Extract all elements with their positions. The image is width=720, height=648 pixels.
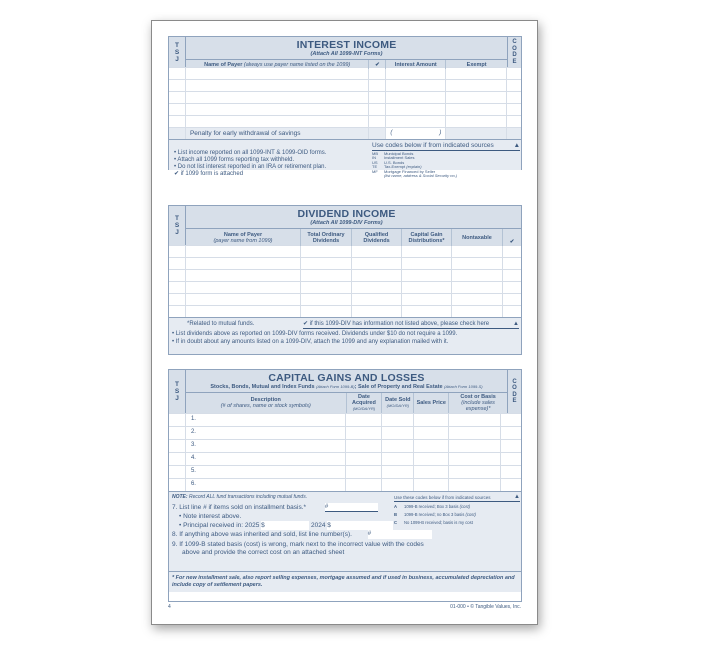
tsj-label [169, 370, 186, 413]
interest-rows [169, 67, 521, 139]
row-number: 3. [186, 440, 347, 452]
code-c: C No 1099-B received; basis is my cost [394, 520, 473, 525]
table-row[interactable] [169, 91, 521, 103]
tsj-s: S [174, 388, 180, 395]
instruction-4: ✔ if 1099 form is attached [174, 171, 244, 177]
capital-header [169, 370, 521, 413]
instruction-1: • List income reported on all 1099-INT & 1099-OID forms. [174, 150, 327, 156]
tsj-t: T [175, 41, 179, 49]
dividend-instructions [169, 317, 521, 354]
sub-right-note: (Attach Form 1099-S) [444, 384, 483, 389]
col-name-note: (payer name from 1099) [213, 237, 273, 244]
code-mf-note: (list name, address & Social Security no.) [384, 173, 458, 179]
dividend-subtitle: (Attach All 1099-DIV Forms) [310, 220, 383, 226]
capital-gains-section [168, 369, 522, 602]
code-a: A 1099-B received; Box 3 basis (cost) [394, 504, 471, 509]
table-row[interactable] [169, 281, 521, 293]
principal-label: • Principal received in: [179, 522, 244, 530]
dividend-column-headers [186, 228, 521, 246]
hash-sign: # [324, 504, 329, 510]
col-nontaxable: Nontaxable [452, 229, 503, 246]
check-note-text: ✔ if this 1099-DIV has information not listed above, please check here [303, 321, 490, 327]
table-row[interactable] [169, 79, 521, 91]
hash-sign: # [367, 531, 372, 538]
col-desc-label: Description [250, 397, 281, 403]
row-number: 4. [186, 453, 347, 465]
code-d: D [512, 52, 517, 58]
arrow-up-icon: ▲ [514, 494, 520, 500]
principal-2024-input[interactable] [327, 521, 393, 530]
year-2025: 2025 [244, 522, 260, 530]
code-mf: MF Mortgage Financed by Seller [372, 168, 436, 174]
penalty-close-paren: ) [439, 130, 442, 136]
table-row[interactable] [169, 439, 521, 452]
table-row[interactable] [169, 452, 521, 465]
table-row[interactable] [169, 478, 521, 491]
table-row[interactable] [169, 413, 521, 426]
code-o: O [512, 385, 517, 391]
code-us: US U.S. Bonds [372, 159, 405, 165]
col-check: ✔ [509, 239, 515, 245]
line-8-text: 8. If anything above was inherited and sold, list line number(s). [172, 531, 352, 539]
interest-header [169, 37, 521, 67]
interest-income-section [168, 36, 522, 179]
col-date-acquired [347, 393, 383, 413]
col-name-of-payer [186, 60, 369, 69]
line-7-text: 7. List line # if items sold on installment basis.* [172, 504, 307, 512]
col-description [186, 393, 347, 413]
tsj-j: J [175, 55, 179, 63]
code-label [507, 37, 521, 67]
page-number: 4 [168, 604, 171, 610]
table-row[interactable] [169, 245, 521, 257]
dividend-footnote: *Related to mutual funds. [187, 321, 255, 327]
line-7-sub2 [172, 521, 432, 530]
line-8-input[interactable] [368, 530, 432, 539]
form-id: 01-000 • © Tangible Values, Inc. [450, 604, 521, 610]
code-mb: MB Municipal Bonds [372, 151, 414, 156]
row-number: 6. [186, 479, 347, 491]
code-in: IN Installment Sales [372, 155, 415, 161]
installment-footnote: * For new installment sale, also report selling expenses, mortgage assumed and if used in business, accumulated depreciation and include copy of settlement papers. [169, 572, 521, 592]
codes-heading: Use codes below if from indicated sources [372, 142, 494, 149]
tsj-label [169, 37, 186, 67]
dividend-instruction-2: • If in doubt about any amounts listed on a 1099-DIV, attach the 1099 and any explanation mailed with it. [172, 338, 449, 345]
penalty-label: Penalty for early withdrawal of savings [186, 128, 369, 139]
code-e: E [512, 58, 517, 65]
sub-right: ; Sale of Property and Real Estate [354, 384, 443, 390]
line-9-cont: above and provide the correct cost on an attached sheet [182, 548, 345, 556]
tsj-s: S [174, 48, 180, 56]
interest-instructions [169, 139, 521, 179]
dividend-check-note[interactable] [303, 320, 519, 329]
note-text: Record ALL fund transactions including mutual funds. [188, 494, 308, 500]
col-name-label: Name of Payer [223, 231, 263, 238]
col-cost-basis [449, 393, 507, 413]
col-desc-note: (# of shares, name or stock symbols) [220, 403, 311, 409]
col-cost-note: (include sales expense)* [461, 400, 495, 412]
col-acquired-label: Date Acquired [352, 394, 376, 406]
tsj-t: T [175, 381, 179, 388]
line-7-sub1: • Note interest above. [179, 513, 242, 521]
col-sold-label: Date Sold [385, 397, 411, 403]
table-row[interactable] [169, 465, 521, 478]
tsj-t: T [175, 215, 179, 222]
col-exempt: Exempt [466, 61, 487, 68]
capital-rows [169, 413, 521, 491]
line-9: 9. If 1099-B stated basis (cost) is wrong, mark next to the incorrect value with the codes [172, 540, 424, 548]
instruction-3: • Do not list interest reported in an IRA or retirement plan. [174, 164, 327, 170]
currency-sign: $ [327, 522, 331, 530]
capital-instructions [169, 491, 521, 572]
col-name-label: Name of Payer [204, 61, 243, 68]
tsj-label [169, 206, 186, 245]
form-page [151, 20, 538, 625]
line-8 [172, 530, 432, 539]
capital-subtitle [186, 384, 507, 390]
capital-column-headers [186, 392, 507, 413]
col-date-sold [382, 393, 414, 413]
col-check: ✔ [369, 60, 386, 69]
code-b: B 1099-B received; no Box 3 basis (cost) [394, 512, 476, 517]
code-label [507, 370, 521, 413]
capital-note [172, 494, 307, 500]
arrow-up-icon: ▲ [513, 142, 520, 149]
codes-heading: Use these codes below if from indicated sources [394, 495, 491, 500]
table-row[interactable] [169, 103, 521, 115]
code-te: TE Tax-Exempt (explain) [372, 164, 422, 170]
col-name-note: (always use payer name listed on the 1099) [243, 61, 351, 68]
principal-2025-input[interactable] [261, 521, 309, 530]
tsj-j: J [175, 395, 179, 402]
table-row[interactable] [169, 269, 521, 281]
col-cost-label: Cost or Basis [460, 394, 496, 400]
tsj-j: J [175, 229, 179, 236]
penalty-open-paren: ( [390, 130, 393, 136]
code-d: D [512, 391, 517, 398]
code-o: O [512, 45, 517, 52]
col-interest-amount: Interest Amount [386, 60, 446, 69]
penalty-amount-field[interactable] [386, 128, 446, 139]
note-label: NOTE: [172, 494, 188, 500]
interest-subtitle: (Attach All 1099-INT Forms) [310, 51, 383, 57]
row-number: 1. [186, 414, 347, 426]
interest-column-headers [186, 59, 507, 69]
year-2024: 2024 [310, 522, 326, 530]
tsj-s: S [174, 222, 180, 229]
col-name-of-payer [186, 229, 301, 246]
interest-title: INTEREST INCOME [296, 39, 397, 51]
row-number: 2. [186, 427, 347, 439]
dividend-header [169, 206, 521, 245]
dividend-rows [169, 245, 521, 317]
col-acquired-note: (MO/DA/YR) [352, 406, 376, 411]
table-row[interactable] [169, 305, 521, 317]
col-capital-gain-distributions: Capital Gain Distributions* [402, 229, 452, 246]
line-7 [172, 503, 432, 512]
dividend-income-section [168, 205, 522, 355]
dividend-title: DIVIDEND INCOME [297, 208, 396, 220]
arrow-up-icon: ▲ [513, 321, 519, 327]
code-c: C [512, 378, 517, 385]
col-sold-note: (MO/DA/YR) [386, 403, 410, 408]
table-row[interactable] [169, 426, 521, 439]
instruction-2: • Attach all 1099 forms reporting tax withheld. [174, 157, 295, 163]
code-c: C [512, 39, 517, 45]
table-row[interactable] [169, 257, 521, 269]
code-e: E [512, 398, 517, 404]
sub-left-note: (Attach Form 1099-B) [316, 384, 355, 389]
table-row[interactable] [169, 115, 521, 127]
currency-sign: $ [261, 522, 265, 530]
penalty-row[interactable] [169, 127, 521, 139]
dividend-instruction-1: • List dividends above as reported on 1099-DIV forms received. Dividends under $10 do not require a 1099. [172, 331, 458, 337]
capital-title: CAPITAL GAINS AND LOSSES [268, 372, 425, 384]
col-sales-price: Sales Price [414, 393, 449, 413]
row-number: 5. [186, 466, 347, 478]
table-row[interactable] [169, 293, 521, 305]
line-7-input[interactable] [325, 503, 378, 512]
col-qualified-dividends: Qualified Dividends [352, 229, 402, 246]
col-ordinary-dividends: Total Ordinary Dividends [301, 229, 352, 246]
sub-left: Stocks, Bonds, Mutual and Index Funds [210, 384, 315, 390]
